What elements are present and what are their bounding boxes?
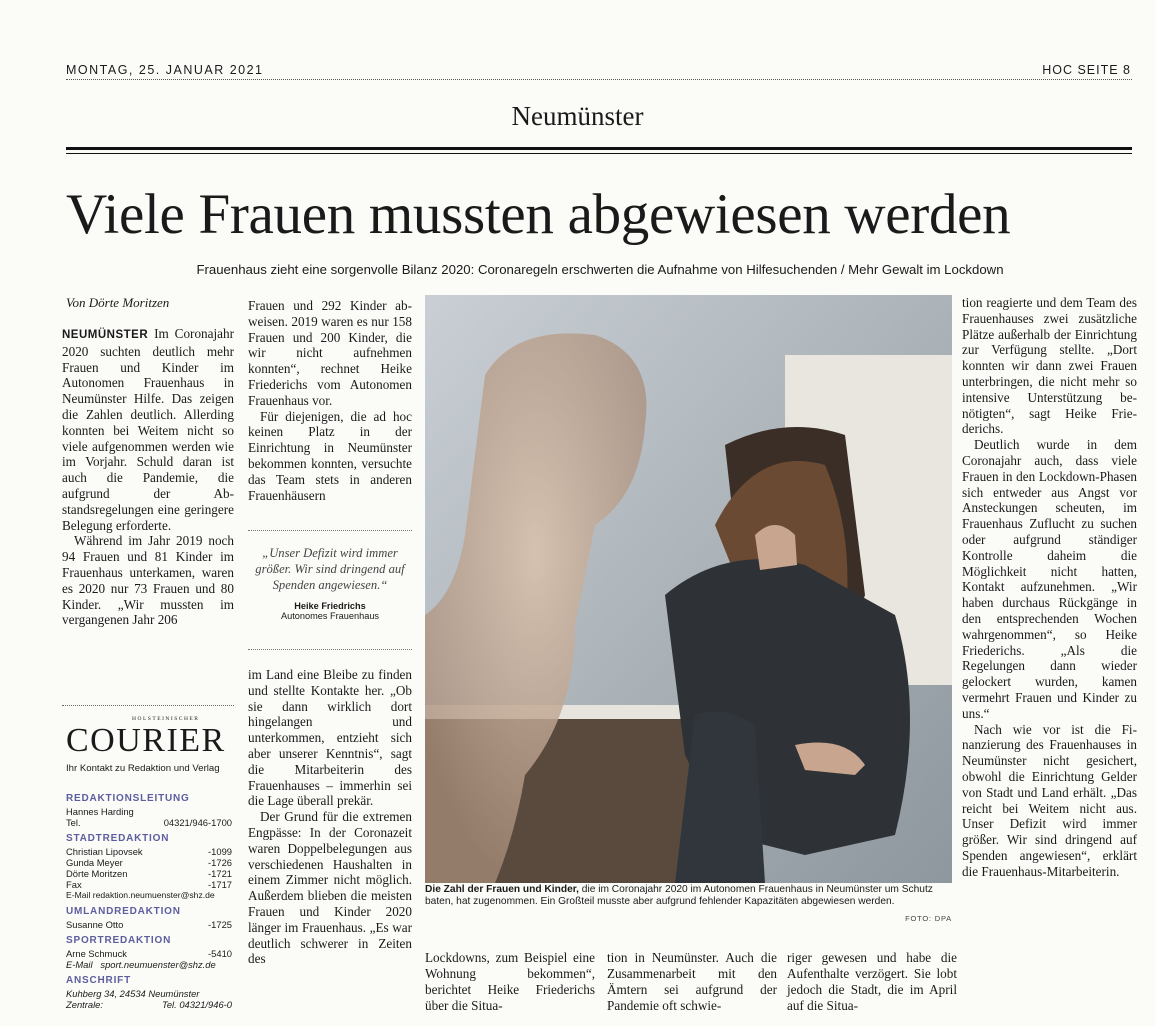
paragraph: im Land eine Bleibe zu finden und stellte Kontakte her. „Ob sie dann wirklich dort hingelangen und unterkommen, entzieht sich aber unserer Kenntnis“, sagt die Mitarbeiterin des Frauenhauses – immerhin sei die Lage überall prekär.: [248, 667, 412, 809]
contact-phone: -1726: [208, 857, 232, 868]
contact-phone: -1725: [208, 919, 232, 930]
paragraph: Für diejenigen, die ad hoc keinen Platz in der Einrichtung in Neumünster bekommen konnten, versuchte das Team stets in anderen Frauenhäusern: [248, 408, 412, 503]
byline: Von Dörte Moritzen: [66, 295, 170, 310]
contact-row: [66, 846, 232, 857]
paragraph: tion in Neumünster. Auch die Zusammenarbeit mit den Ämtern sei aufgrund der Pandemie oft schwie-: [607, 950, 777, 1013]
article-column-1: [62, 326, 234, 628]
contact-address: Kuhberg 34, 24534 Neumünster: [66, 988, 200, 999]
contact-heading: REDAKTIONSLEITUNG: [66, 793, 190, 804]
subheadline: Frauenhaus zieht eine sorgenvolle Bilanz 2020: Coronaregeln erschwerten die Aufnahme von Hilfesuchenden / Mehr Gewalt im Lockdown: [196, 262, 1004, 277]
section-title: Neumünster: [511, 101, 644, 131]
contact-label: Tel.: [66, 817, 81, 828]
contact-phone: -1717: [208, 879, 232, 890]
logo-subtitle: HOLSTEINISCHER: [132, 716, 200, 722]
photo-credit: FOTO: DPA: [905, 914, 952, 923]
contact-name: Dörte Moritzen: [66, 868, 128, 879]
contact-tagline: Ihr Kontakt zu Redaktion und Verlag: [66, 763, 220, 774]
paragraph: Während im Jahr 2019 noch 94 Frauen und 81 Kinder im Frauenhaus unterkamen, waren es 2020 nur 73 Frauen und 80 Kinder. „Wir mussten im vergangenen Jahr 206: [62, 533, 234, 628]
contact-name: Gunda Meyer: [66, 857, 123, 868]
contact-row: [66, 879, 232, 890]
pull-quote: [248, 530, 412, 650]
paragraph: Der Grund für die extremen Engpässe: In der Coronazeit waren Doppelbelegungen aus verschiedenen Haushalten in einem Zimmer nicht möglich. Außerdem blieben die meisten Frauen und Kinder 2020 länger im Frauenhaus. „Es war deutlich schwerer in Zeiten des: [248, 809, 412, 967]
caption-text: die im Coronajahr 2020 im Autonomen Frauenhaus in Neumünster um Schutz baten, hat zugenommen. Ein Großteil musste aber aufgrund fehlender Kapazitäten abgewiesen werden.: [425, 884, 933, 907]
courier-logo: COURIER: [66, 722, 226, 759]
article-bottom-columns: [425, 950, 972, 1020]
issue-date: MONTAG, 25. JANUAR 2021: [66, 63, 264, 77]
paragraph: riger gewesen und habe die Aufenthalte verzögert. Sie lobt jedoch die Stadt, die im April auf die Situa-: [787, 950, 957, 1013]
contact-phone: -1721: [208, 868, 232, 879]
contact-name: Susanne Otto: [66, 919, 124, 930]
divider: [66, 153, 1132, 154]
quote-organization: Autonomes Frauenhaus: [280, 611, 380, 621]
paragraph: tion reagierte und dem Team des Frauenhauses zwei zusätzliche Plätze außerhalb der Einrichtung zur Verfügung stellte. „Dort konnten wir dann zwei Frauen unterbringen, die nicht mehr so intensive Unterstützung benötigten“, sagt Heike Friederichs.: [962, 295, 1137, 437]
article-column-2: [248, 298, 412, 503]
quote-author: Heike Friedrichs: [294, 601, 366, 611]
contact-phone: Tel. 04321/946-0: [161, 999, 232, 1010]
contact-phone: -5410: [208, 948, 232, 959]
contact-name: Christian Lipovsek: [66, 846, 143, 857]
dateline: NEUMÜNSTER: [62, 329, 149, 341]
contact-row: [66, 959, 232, 970]
divider: [66, 147, 1132, 150]
contact-name: Hannes Harding: [66, 806, 134, 817]
paragraph: Frauen und 292 Kinder abweisen. 2019 waren es nur 158 Frauen und 200 Kinder, die wir nicht aufnehmen konnten“, rechnet Heike Friederichs vom Autonomen Frauenhaus vor.: [248, 298, 412, 408]
contact-row: [66, 948, 232, 959]
contact-label: E-Mail: [66, 959, 93, 970]
contact-email[interactable]: E-Mail redaktion.neumuenster@shz.de: [66, 890, 215, 900]
contact-name: Fax: [66, 879, 82, 890]
article-column-2-continued: [248, 667, 412, 967]
paragraph: Nach wie vor ist die Finanzierung des Frauenhauses in Neumünster nicht gesichert, obwohl die Einrichtung Gelder von Stadt und Land erhält. „Das reicht bei Weitem nicht aus. Unser Defizit wird immer größer. Wir sind dringend auf Spenden angewiesen“, erklärt die Frauenhaus-Mitarbeiterin.: [962, 721, 1137, 879]
divider: [66, 79, 1132, 80]
contact-heading: SPORTREDAKTION: [66, 935, 172, 946]
contact-heading: ANSCHRIFT: [66, 975, 131, 986]
paragraph: Im Coronajahr 2020 suchten deutlich mehr Frauen und Kinder im Autonomen Frauenhaus in Neumünster Hilfe. Das zeigen die Zahlen deutlich. Allerding konnten bei Weitem nicht so viele aufgenommen werden wie im Vorjahr. Schuld daran ist auch die Pandemie, die aufgrund der Abstandsregelungen eine geringere Belegung erforderte.: [62, 326, 234, 533]
contact-row: [66, 817, 232, 828]
contact-row: [66, 919, 232, 930]
paragraph: Deutlich wurde in dem Coronajahr auch, dass viele Frauen in den Lockdown-Phasen sich entweder aus Angst vor Ansteckungen scheuten, im Frauenhaus Zuflucht zu suchen oder aufgrund ständiger Kontrolle daheim die Möglichkeit nicht hatten, Kontakt aufzunehmen. „Wir haben durchaus Rückgänge in den entsprechenden Wochen wahrgenommen“, so Heike Friederichs. „Als die Regelungen dann wieder gelockert wurden, kamen vermehrt Frauen und Kinder zu uns.“: [962, 437, 1137, 721]
contact-row: [66, 999, 232, 1010]
paragraph: Lockdowns, zum Beispiel eine Wohnung bekommen“, berichtet Heike Friederichs über die Situa-: [425, 950, 595, 1013]
divider: [62, 705, 234, 706]
contact-heading: STADTREDAKTION: [66, 833, 170, 844]
contact-phone: 04321/946-1700: [163, 817, 232, 828]
headline: Viele Frauen mussten abgewiesen werden: [66, 183, 1011, 246]
contact-name: Arne Schmuck: [66, 948, 127, 959]
article-column-3: [962, 295, 1137, 879]
contact-phone: -1099: [208, 846, 232, 857]
photo-caption: [425, 884, 952, 908]
contact-email[interactable]: sport.neumuenster@shz.de: [100, 959, 216, 970]
contact-row: [66, 868, 232, 879]
contact-label: Zentrale:: [66, 999, 103, 1010]
quote-text: „Unser Defizit wird immer größer. Wir sind dringend auf Spenden angewiesen.“: [255, 546, 405, 592]
contact-row: [66, 857, 232, 868]
contact-heading: UMLANDREDAKTION: [66, 906, 181, 917]
photo-woman-and-fist: [425, 295, 952, 883]
article-photo: [425, 295, 952, 883]
page-number: HOC SEITE 8: [1042, 63, 1131, 77]
caption-lead: Die Zahl der Frauen und Kinder,: [425, 884, 579, 895]
